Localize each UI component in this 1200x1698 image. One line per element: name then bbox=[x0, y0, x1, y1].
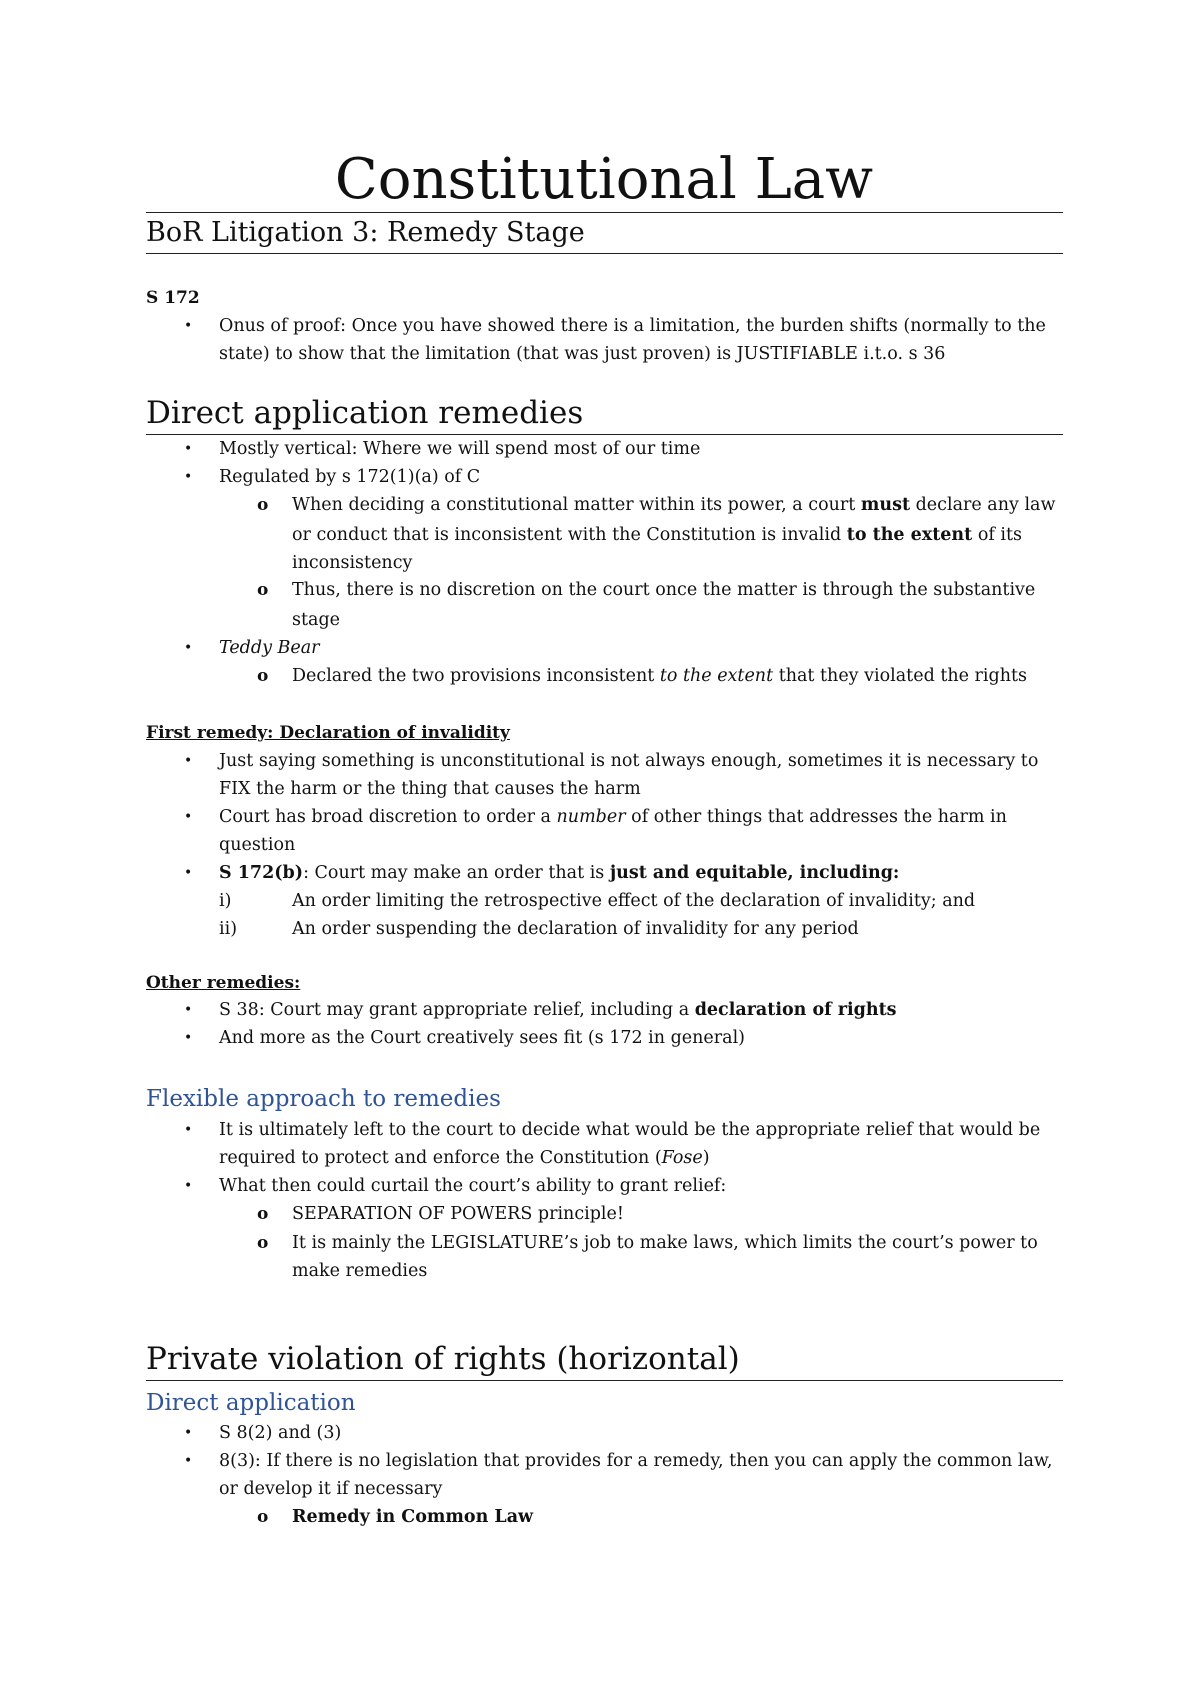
bullet-marker: • bbox=[184, 753, 193, 769]
first-remedy-bullet-1-line-1: Just saying something is unconstitutional is not always enough, sometimes it is necessary to bbox=[219, 751, 1039, 771]
direct-sub-1-line-3: inconsistency bbox=[292, 553, 413, 573]
private-heading-rule bbox=[146, 1380, 1063, 1381]
flexible-heading: Flexible approach to remedies bbox=[146, 1086, 501, 1112]
bullet-marker: • bbox=[184, 809, 193, 825]
title-rule bbox=[146, 212, 1063, 213]
direct-application-subheading: Direct application bbox=[146, 1390, 356, 1416]
s172-bullet-line-1: Onus of proof: Once you have showed there is a limitation, the burden shifts (normally to the bbox=[219, 316, 1046, 336]
numeral-i: i) bbox=[219, 891, 232, 911]
first-remedy-label: First remedy: Declaration of invalidity bbox=[146, 723, 510, 743]
direct-bullet-3: Teddy Bear bbox=[219, 638, 320, 658]
direct-bullet-1: Mostly vertical: Where we will spend most of our time bbox=[219, 439, 701, 459]
direct-sub-1-line-2: or conduct that is inconsistent with the Constitution is invalid to the extent of its bbox=[292, 525, 1022, 545]
other-remedies-label: Other remedies: bbox=[146, 973, 301, 993]
flexible-sub-1: SEPARATION OF POWERS principle! bbox=[292, 1204, 624, 1224]
direct-heading-rule bbox=[146, 434, 1063, 435]
sub-bullet-marker: o bbox=[257, 1507, 269, 1527]
direct-heading: Direct application remedies bbox=[146, 395, 584, 431]
sub-bullet-marker: o bbox=[257, 580, 269, 600]
flexible-sub-2-line-1: It is mainly the LEGISLATURE’s job to make laws, which limits the court’s power to bbox=[292, 1233, 1038, 1253]
private-heading: Private violation of rights (horizontal) bbox=[146, 1341, 740, 1377]
other-bullet-1: S 38: Court may grant appropriate relief, including a declaration of rights bbox=[219, 1000, 897, 1020]
private-bullet-2-line-2: or develop it if necessary bbox=[219, 1479, 443, 1499]
bullet-marker: • bbox=[184, 1425, 193, 1441]
s172-bullet-line-2: state) to show that the limitation (that was just proven) is JUSTIFIABLE i.t.o. s 36 bbox=[219, 344, 946, 364]
direct-bullet-2: Regulated by s 172(1)(a) of C bbox=[219, 467, 481, 487]
flexible-bullet-2: What then could curtail the court’s ability to grant relief: bbox=[219, 1176, 727, 1196]
document-title: Constitutional Law bbox=[334, 147, 874, 212]
bullet-marker: • bbox=[184, 1002, 193, 1018]
private-bullet-1: S 8(2) and (3) bbox=[219, 1423, 342, 1443]
bullet-marker: • bbox=[184, 318, 193, 334]
numeral-ii: ii) bbox=[219, 919, 238, 939]
first-remedy-bullet-2-line-1: Court has broad discretion to order a number of other things that addresses the harm in bbox=[219, 807, 1007, 827]
other-bullet-2: And more as the Court creatively sees fit (s 172 in general) bbox=[219, 1028, 745, 1048]
bullet-marker: • bbox=[184, 865, 193, 881]
sub-bullet-marker: o bbox=[257, 1233, 269, 1253]
sub-bullet-marker: o bbox=[257, 1204, 269, 1224]
first-remedy-item-ii: An order suspending the declaration of invalidity for any period bbox=[292, 919, 859, 939]
direct-sub-2-line-1: Thus, there is no discretion on the court once the matter is through the substantive bbox=[292, 580, 1036, 600]
bullet-marker: • bbox=[184, 441, 193, 457]
subtitle-rule bbox=[146, 253, 1063, 254]
sub-bullet-marker: o bbox=[257, 495, 269, 515]
bullet-marker: • bbox=[184, 640, 193, 656]
s172-label: S 172 bbox=[146, 288, 200, 308]
first-remedy-bullet-2-line-2: question bbox=[219, 835, 296, 855]
flexible-bullet-1-line-2: required to protect and enforce the Constitution (Fose) bbox=[219, 1148, 710, 1168]
section-subtitle: BoR Litigation 3: Remedy Stage bbox=[146, 217, 585, 248]
bullet-marker: • bbox=[184, 1178, 193, 1194]
direct-sub-3: Declared the two provisions inconsistent to the extent that they violated the rights bbox=[292, 666, 1028, 686]
flexible-bullet-1-line-1: It is ultimately left to the court to decide what would be the appropriate relief that would be bbox=[219, 1120, 1041, 1140]
first-remedy-bullet-3: S 172(b): Court may make an order that is just and equitable, including: bbox=[219, 863, 900, 883]
sub-bullet-marker: o bbox=[257, 666, 269, 686]
bullet-marker: • bbox=[184, 469, 193, 485]
flexible-sub-2-line-2: make remedies bbox=[292, 1261, 428, 1281]
private-sub-1: Remedy in Common Law bbox=[292, 1507, 534, 1527]
direct-sub-1-line-1: When deciding a constitutional matter within its power, a court must declare any law bbox=[292, 495, 1056, 515]
bullet-marker: • bbox=[184, 1122, 193, 1138]
direct-sub-2-line-2: stage bbox=[292, 610, 341, 630]
bullet-marker: • bbox=[184, 1453, 193, 1469]
first-remedy-bullet-1-line-2: FIX the harm or the thing that causes the harm bbox=[219, 779, 641, 799]
private-bullet-2-line-1: 8(3): If there is no legislation that provides for a remedy, then you can apply the common law, bbox=[219, 1451, 1053, 1471]
first-remedy-item-i: An order limiting the retrospective effect of the declaration of invalidity; and bbox=[292, 891, 976, 911]
bullet-marker: • bbox=[184, 1030, 193, 1046]
